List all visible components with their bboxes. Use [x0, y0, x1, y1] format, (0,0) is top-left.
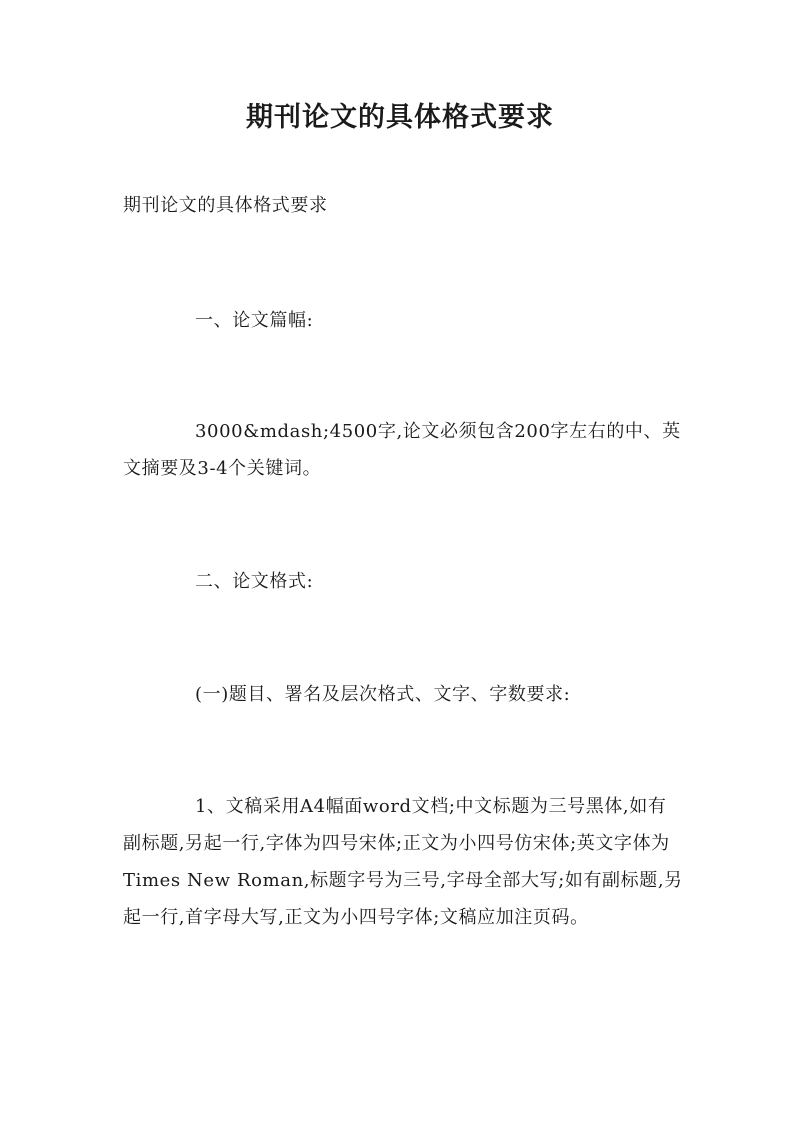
- section-heading-length: 一、论文篇幅:: [195, 310, 314, 331]
- page-title: 期刊论文的具体格式要求: [246, 102, 554, 133]
- paragraph-format-rules: 1、文稿采用A4幅面word文档;中文标题为三号黑体,如有副标题,另起一行,字体为四号宋体;正文为小四号仿宋体;英文字体为Times New Roman,标题字号为三号,字母全部大写;如有副标题,另起一行,首字母大写,正文为小四号字体;文稿应加注页码。: [123, 796, 683, 928]
- subsection-heading-title-format: (一)题目、署名及层次格式、文字、字数要求:: [195, 684, 571, 705]
- document-subtitle: 期刊论文的具体格式要求: [123, 195, 328, 216]
- section-heading-format: 二、论文格式:: [195, 571, 314, 592]
- paragraph-length-requirement: 3000&mdash;4500字,论文必须包含200字左右的中、英文摘要及3-4个关键词。: [123, 421, 681, 479]
